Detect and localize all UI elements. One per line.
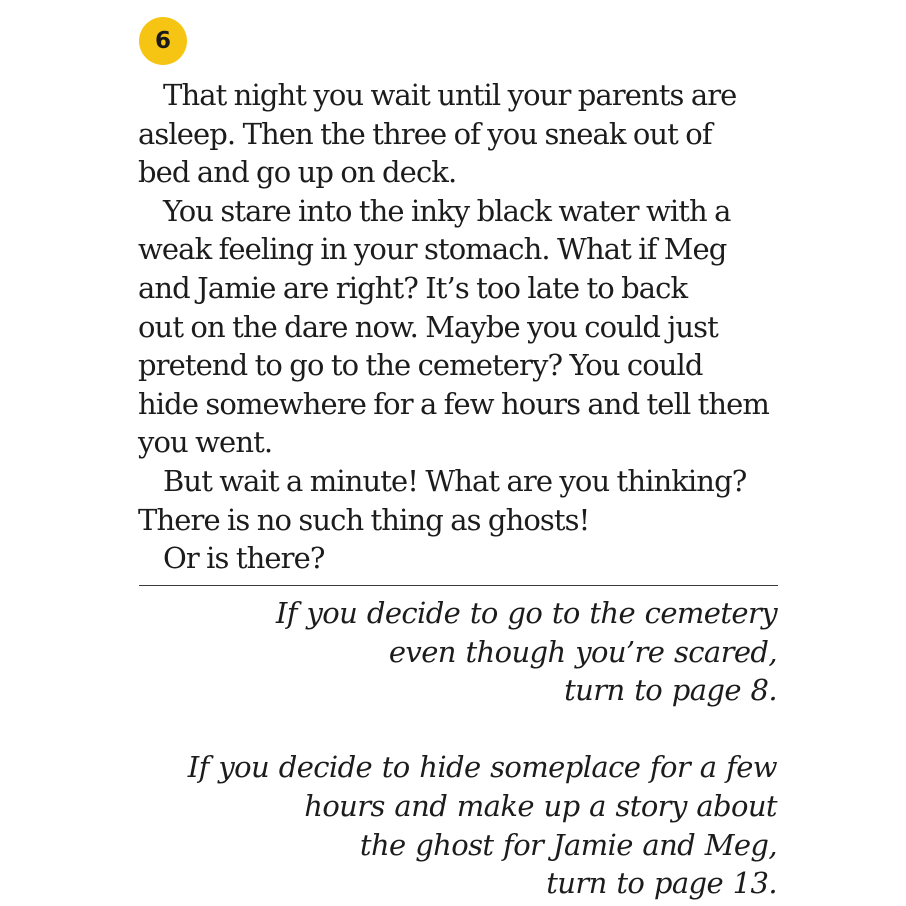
choice-line: hours and make up a story about	[304, 788, 777, 823]
story-line: bed and go up on deck.	[138, 155, 457, 190]
story-line: Or is there?	[163, 541, 325, 576]
story-line: weak feeling in your stomach. What if Meg	[138, 232, 727, 267]
choice-line: If you decide to go to the cemetery	[275, 596, 777, 630]
page-number: 6	[154, 28, 171, 54]
choice-line: turn to page 13.	[546, 866, 777, 901]
story-line: pretend to go to the cemetery? You could	[138, 348, 703, 383]
page-number-badge	[139, 17, 187, 65]
story-line: That night you wait until your parents are	[163, 78, 737, 112]
choice-hide-someplace	[117, 748, 777, 902]
choices	[117, 594, 777, 903]
choice-go-to-cemetery	[117, 594, 777, 710]
story-line: you went.	[138, 425, 273, 460]
story-line: hide somewhere for a few hours and tell them	[138, 386, 770, 421]
story-text	[138, 76, 798, 578]
choice-divider	[139, 585, 778, 586]
story-line: asleep. Then the three of you sneak out of	[138, 116, 712, 151]
story-line: But wait a minute! What are you thinking?	[163, 463, 747, 498]
story-line: and Jamie are right? It’s too late to back	[138, 270, 688, 305]
choice-line: If you decide to hide someplace for a few	[187, 750, 777, 785]
story-line: You stare into the inky black water with a	[163, 193, 731, 228]
choice-line: turn to page 8.	[564, 673, 777, 708]
choice-line: the ghost for Jamie and Meg,	[359, 827, 777, 862]
story-line: There is no such thing as ghosts!	[138, 502, 590, 537]
choice-line: even though you’re scared,	[388, 634, 777, 669]
story-line: out on the dare now. Maybe you could just	[138, 309, 718, 344]
